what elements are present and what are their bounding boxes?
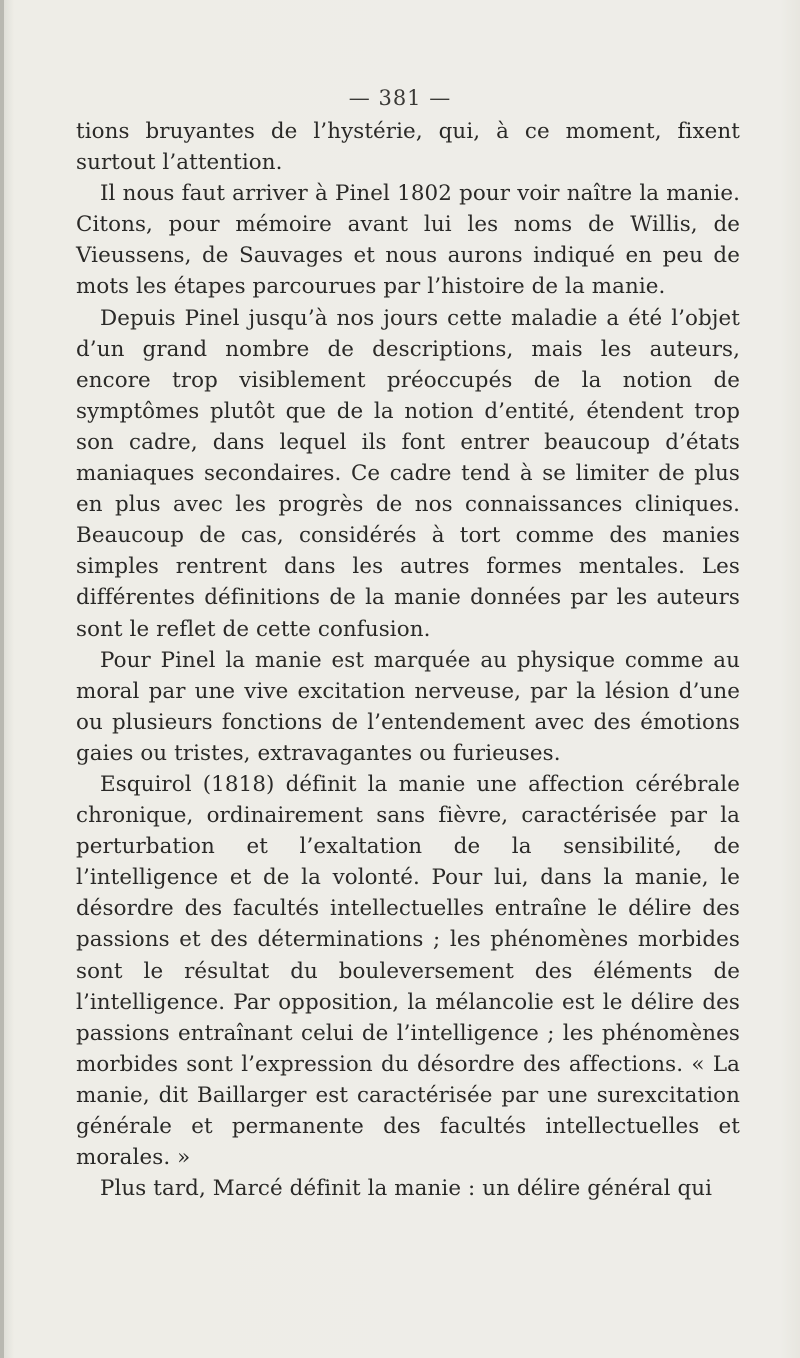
page-spine-shadow xyxy=(0,0,4,1358)
paragraph-descriptions: Depuis Pinel jusqu’à nos jours cette maladie a été l’objet d’un grand nombre de descriptions, mais les auteurs, encore trop visiblement préoccupés de la notion de symptômes plutôt que de la notion d’entité, étendent trop son cadre, dans lequel ils font entrer beaucoup d’états maniaques secondaires. Ce cadre tend à se limiter de plus en plus avec les progrès de nos connaissances cliniques. Beaucoup de cas, considérés à tort comme des manies simples rentrent dans les autres formes mentales. Les différentes définitions de la manie données par les auteurs sont le reflet de cette confusion. xyxy=(76,305,740,642)
body-text xyxy=(76,116,740,1204)
paragraph-continuation: tions bruyantes de l’hystérie, qui, à ce moment, fixent surtout l’attention. xyxy=(76,119,740,176)
paragraph-pinel-origin: Il nous faut arriver à Pinel 1802 pour voir naître la manie. Citons, pour mémoire avant lui les noms de Willis, de Vieussens, de Sauvages et nous aurons indiqué en peu de mots les étapes parcourues par l’histoire de la manie. xyxy=(76,181,740,300)
paragraph-esquirol: Esquirol (1818) définit la manie une affection cérébrale chronique, ordinairement sans fièvre, caractérisée par la perturbation et l’exaltation de la sensibilité, de l’intelligence et de la volonté. Pour lui, dans la manie, le désordre des facultés intellectuelles entraîne le délire des passions et des déterminations ; les phénomènes morbides sont le résultat du bouleversement des éléments de l’intelligence. Par opposition, la mélancolie est le délire des passions entraînant celui de l’intelligence ; les phénomènes morbides sont l’expression du désordre des affections. « La manie, dit Baillarger est caractérisée par une surexcitation générale et permanente des facultés intellectuelles et morales. » xyxy=(76,771,740,1171)
paragraph-pinel-definition: Pour Pinel la manie est marquée au physique comme au moral par une vive excitation nerveuse, par la lésion d’une ou plusieurs fonctions de l’entendement avec des émotions gaies ou tristes, extravagantes ou furieuses. xyxy=(76,647,740,766)
paragraph-marce: Plus tard, Marcé définit la manie : un délire général qui xyxy=(100,1176,713,1202)
page-number: — 381 — xyxy=(348,86,452,110)
